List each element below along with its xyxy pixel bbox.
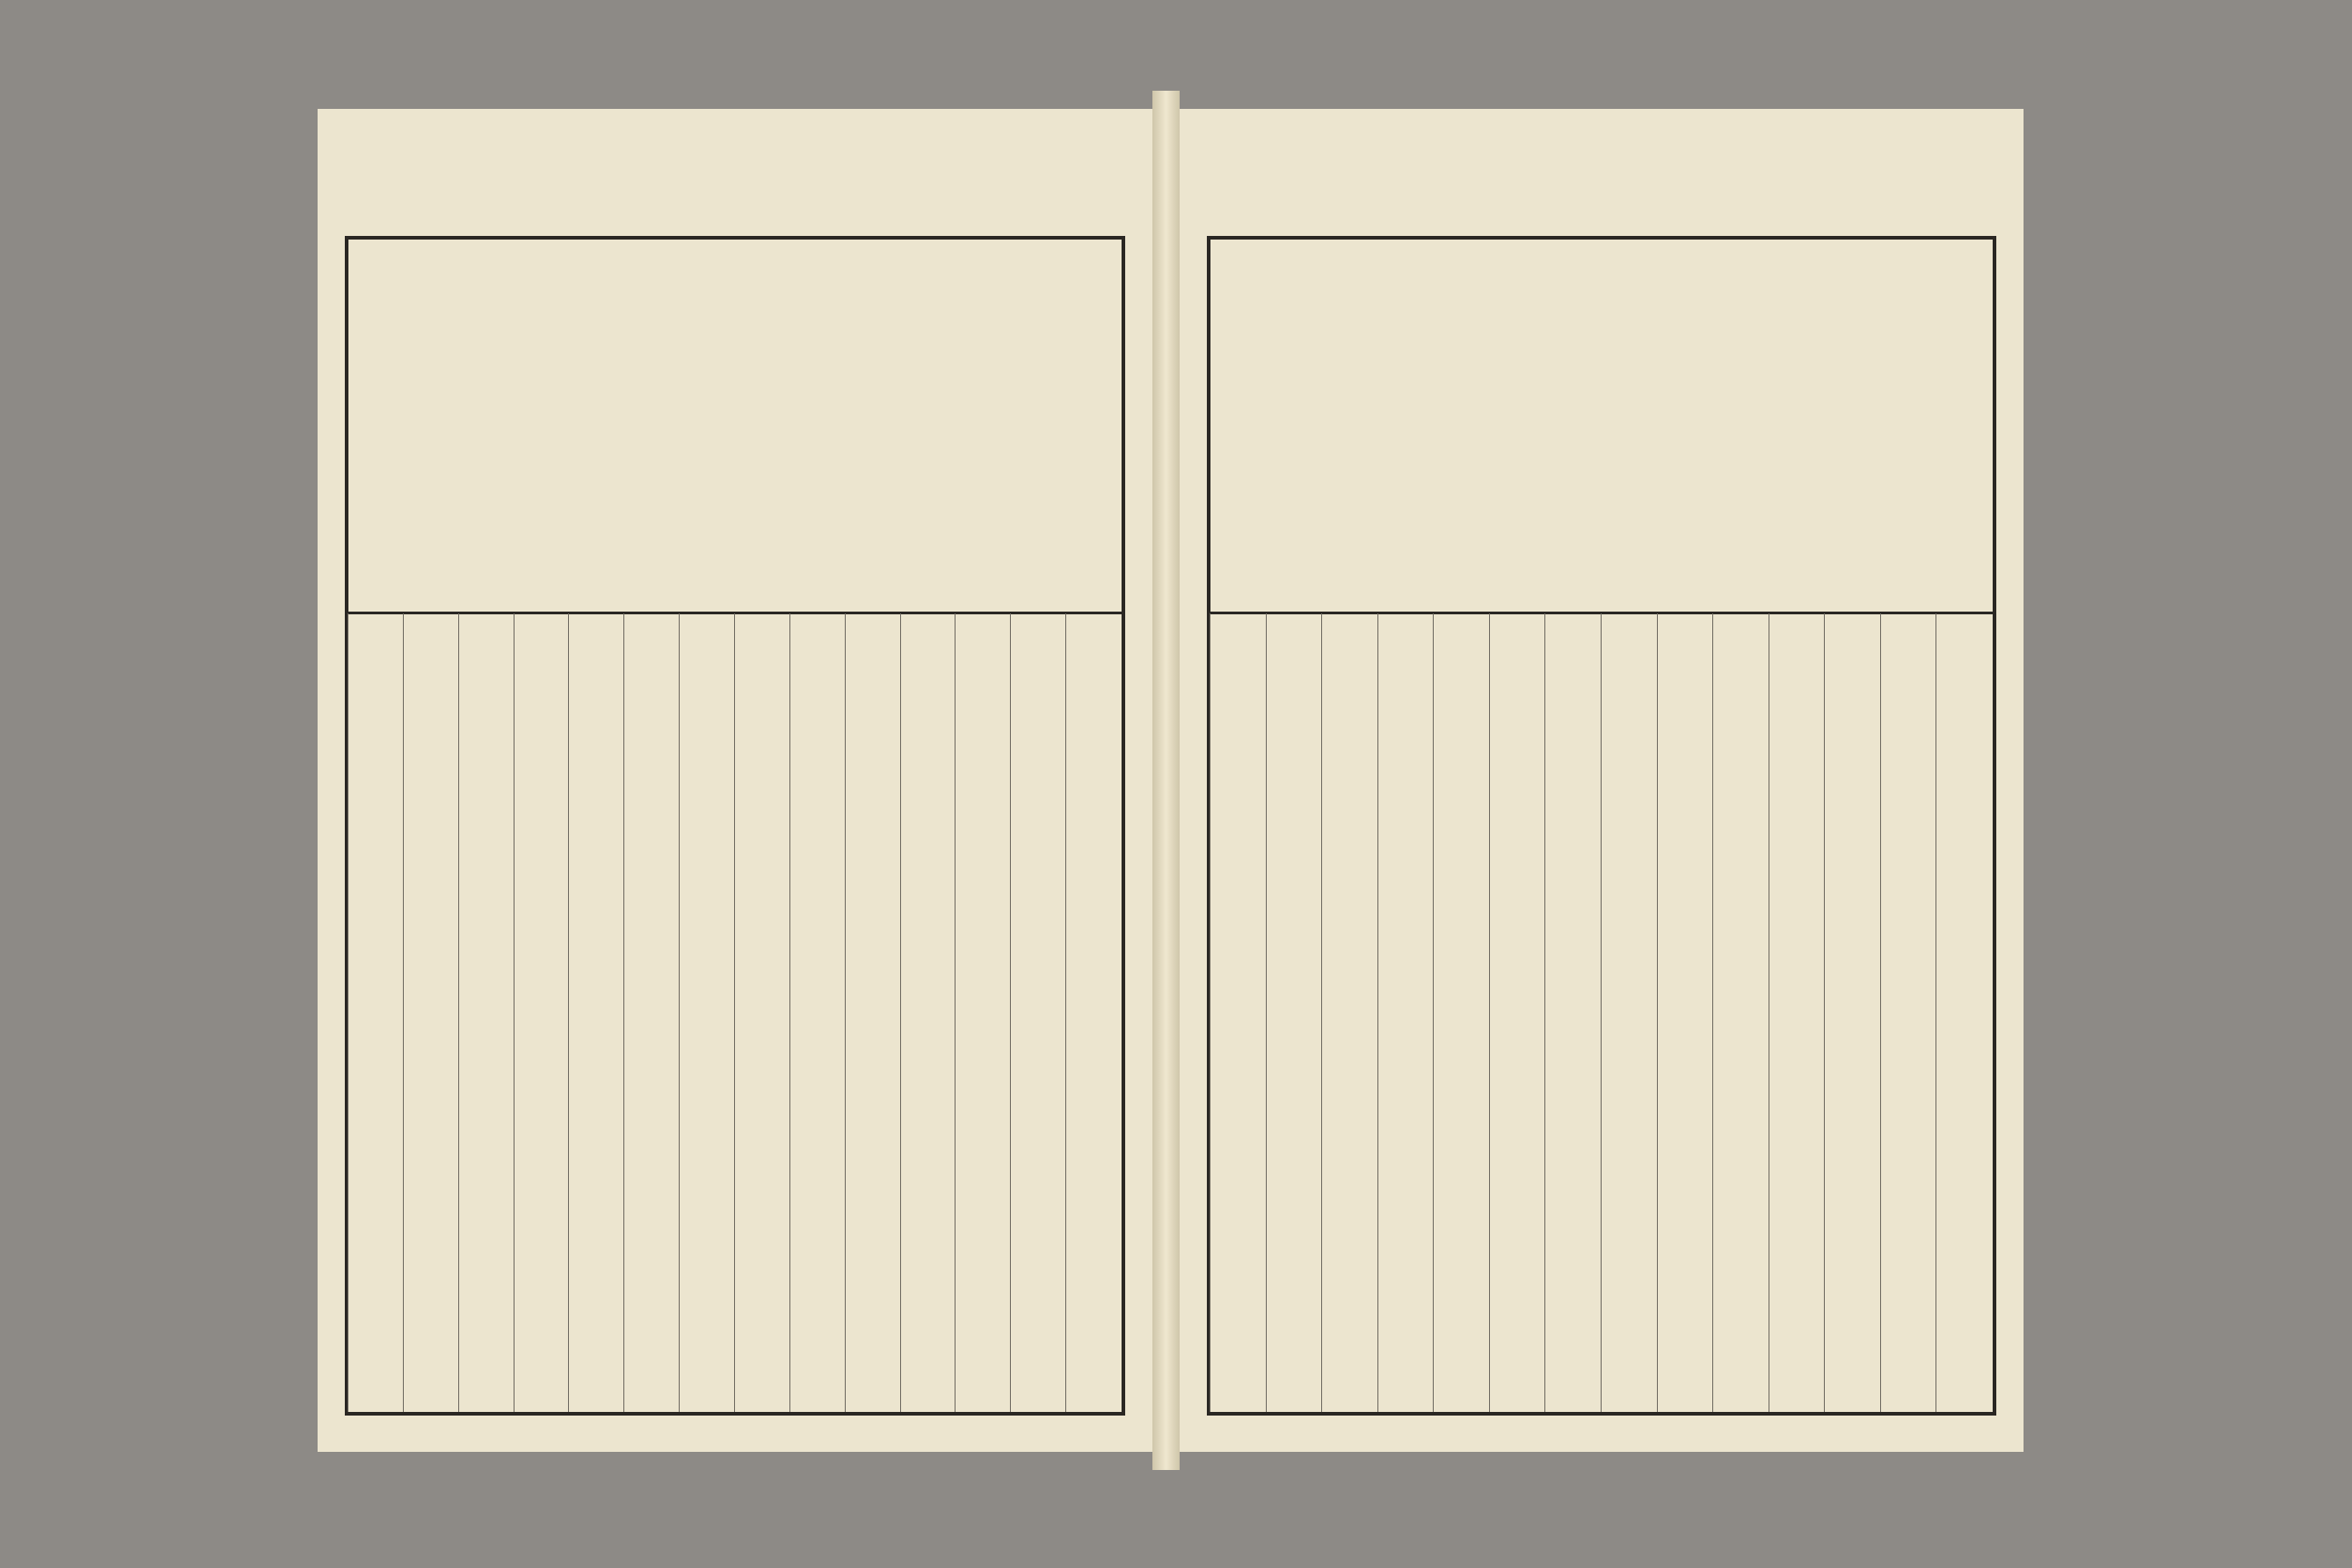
left-headnote-band (348, 240, 1122, 614)
text-column (900, 613, 956, 1412)
open-book (318, 91, 2024, 1470)
text-column (1769, 613, 1826, 1412)
text-column (1377, 613, 1435, 1412)
text-column (955, 613, 1011, 1412)
text-column (679, 613, 735, 1412)
text-column (1601, 613, 1658, 1412)
text-column (348, 613, 404, 1412)
right-text-frame (1207, 236, 1996, 1416)
text-column (789, 613, 846, 1412)
book-gutter (1152, 91, 1180, 1470)
text-column (1880, 613, 1937, 1412)
text-column (1266, 613, 1323, 1412)
right-page (1180, 109, 2024, 1452)
text-column (623, 613, 680, 1412)
right-headnote-band (1210, 240, 1993, 614)
text-column (1433, 613, 1490, 1412)
text-column (514, 613, 570, 1412)
text-column (1824, 613, 1881, 1412)
text-column (1065, 613, 1122, 1412)
text-column (845, 613, 901, 1412)
text-column (1010, 613, 1066, 1412)
left-text-frame (345, 236, 1125, 1416)
text-column (1210, 613, 1267, 1412)
text-column (1657, 613, 1714, 1412)
text-column (568, 613, 624, 1412)
text-column (1936, 613, 1993, 1412)
left-page (318, 109, 1152, 1452)
text-column (1489, 613, 1546, 1412)
text-column (734, 613, 790, 1412)
text-column (403, 613, 459, 1412)
text-column (1321, 613, 1378, 1412)
text-column (1544, 613, 1602, 1412)
text-column (1712, 613, 1769, 1412)
text-column (458, 613, 514, 1412)
